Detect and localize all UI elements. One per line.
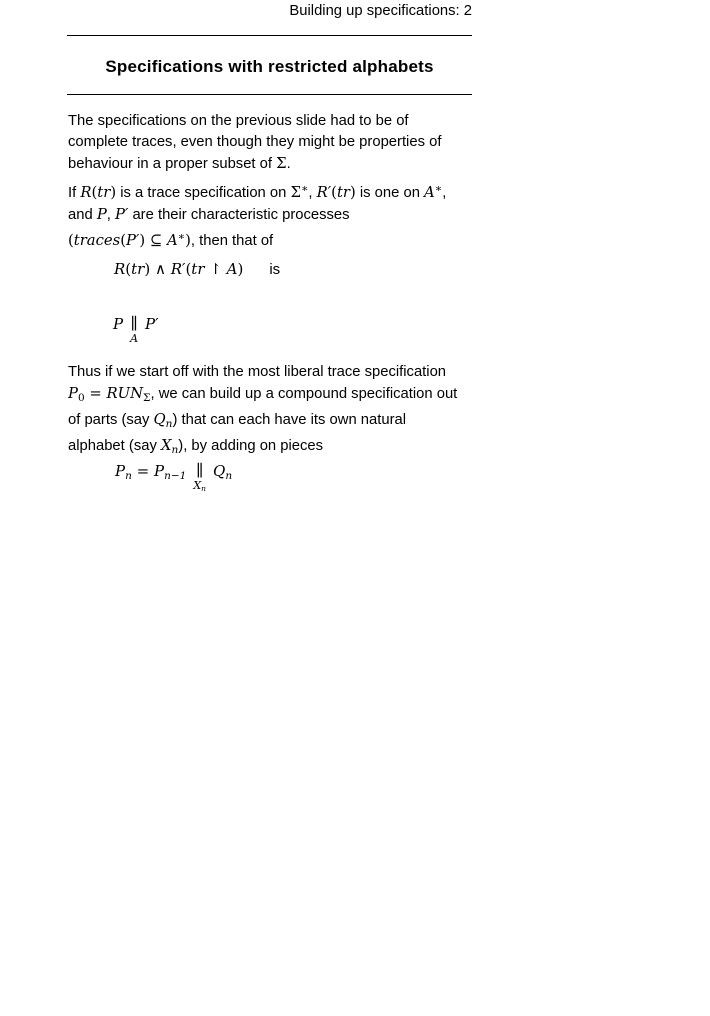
text-segment: R	[80, 184, 92, 201]
text-segment: A	[424, 184, 435, 201]
text-segment: ), by adding on pieces	[178, 438, 324, 454]
text-segment: X	[160, 437, 172, 454]
text-line	[68, 409, 483, 435]
parallel-operator-with-alphabet	[193, 461, 206, 495]
text-segment: X	[193, 479, 202, 492]
text-segment: ∗	[434, 182, 443, 195]
text-segment: =	[131, 462, 154, 480]
math-left-operand	[113, 314, 123, 334]
text-segment: alphabet (say	[68, 438, 161, 454]
math-formula	[114, 260, 243, 278]
text-segment: P	[68, 385, 78, 402]
parallel-icon: ∥	[130, 314, 138, 333]
text-line	[68, 111, 483, 132]
text-segment: ∗	[300, 182, 309, 195]
text-segment: (	[125, 260, 132, 278]
text-segment: P	[153, 462, 165, 480]
text-segment: (	[91, 184, 98, 201]
text-line	[68, 204, 483, 226]
text-segment: R′	[170, 260, 186, 278]
text-segment: (	[331, 184, 337, 201]
text-segment: ) ⊆	[139, 232, 167, 249]
display-math-parallel	[113, 314, 159, 345]
text-segment: P	[96, 206, 107, 223]
text-segment: is one on	[355, 185, 425, 201]
text-segment: RUN	[106, 385, 144, 402]
text-line	[68, 383, 483, 409]
text-segment: P′	[145, 315, 159, 333]
text-segment: tr	[131, 260, 145, 278]
operator-alphabet-label	[130, 333, 138, 345]
text-segment: tr	[97, 184, 111, 201]
text-segment: Thus if we start off with the most liberal trace specification	[68, 364, 447, 380]
text-line	[68, 132, 483, 153]
text-segment: P′	[126, 232, 140, 249]
text-segment: A	[166, 232, 178, 249]
operator-alphabet-label	[193, 480, 206, 495]
parallel-operator-with-alphabet	[130, 314, 138, 345]
text-segment: 0	[77, 392, 85, 404]
text-segment: n	[165, 418, 173, 430]
text-segment: ↾	[209, 260, 227, 278]
text-segment: P′	[115, 206, 129, 223]
text-segment: =	[84, 385, 107, 402]
math-right-operand	[213, 461, 232, 486]
text-segment: Q	[153, 411, 166, 428]
display-math-conjunction	[114, 259, 280, 280]
paragraph-build-up	[68, 362, 483, 461]
paragraph-if-trace-spec	[68, 178, 483, 252]
text-segment: ∧	[154, 260, 171, 278]
math-right-operand	[145, 314, 159, 334]
text-segment: complete traces, even though they might be properties of	[68, 134, 442, 150]
text-segment: .	[286, 156, 291, 172]
math-left-operand	[115, 461, 186, 486]
text-segment: ,	[308, 185, 317, 201]
text-segment: Q	[213, 462, 226, 480]
text-segment: Σ	[290, 184, 301, 201]
text-segment: ∗	[177, 230, 186, 243]
text-segment: , we can build up a compound specification out	[150, 386, 458, 402]
text-segment: P	[113, 315, 124, 333]
text-line	[68, 435, 483, 461]
text-segment: of parts (say	[68, 412, 154, 428]
text-segment: ,	[442, 185, 447, 201]
text-segment: )	[349, 184, 356, 201]
text-segment: Σ	[276, 155, 287, 172]
text-segment: (	[68, 232, 74, 249]
text-line	[68, 362, 483, 383]
text-segment: tr	[336, 184, 350, 201]
display-math-recursion	[115, 461, 232, 495]
text-segment: tr	[191, 260, 210, 278]
text-segment: A	[226, 260, 238, 278]
text-segment: n	[125, 470, 132, 482]
text-segment: P	[115, 462, 126, 480]
text-segment: traces	[73, 232, 121, 249]
text-segment: (	[120, 232, 127, 249]
title-rule-bottom	[67, 94, 472, 95]
text-segment: n−1	[164, 470, 187, 482]
text-segment: ,	[106, 207, 116, 223]
title-rule-top	[67, 35, 472, 36]
text-segment: )	[110, 184, 117, 201]
text-segment: n	[225, 470, 233, 482]
text-segment: )	[237, 260, 244, 278]
text-segment: If	[68, 185, 81, 201]
text-segment: The specifications on the previous slide had to be of	[68, 113, 409, 129]
text-segment: , then that of	[190, 233, 274, 249]
running-head: Building up specifications: 2	[289, 3, 472, 19]
text-segment: R′	[316, 184, 332, 201]
text-line	[68, 226, 483, 252]
paragraph-intro	[68, 111, 483, 175]
text-segment: )	[185, 232, 191, 249]
text-segment: are their characteristic processes	[128, 207, 350, 223]
slide-title: Specifications with restricted alphabets	[105, 57, 434, 76]
text-segment: and	[68, 207, 97, 223]
text-segment: n	[201, 484, 206, 493]
math-tail-word: is	[269, 261, 281, 278]
text-line	[68, 153, 483, 175]
text-segment: is a trace specification on	[116, 185, 291, 201]
text-segment: )	[144, 260, 155, 278]
text-segment: R	[114, 260, 126, 278]
text-segment: behaviour in a proper subset of	[68, 156, 277, 172]
text-segment: Σ	[143, 392, 151, 404]
text-segment: A	[130, 332, 139, 345]
parallel-icon: ∥	[195, 461, 204, 480]
text-segment: (	[185, 260, 192, 278]
text-segment: ) that can each have its own natural	[172, 412, 407, 428]
text-segment: n	[171, 444, 179, 456]
text-line	[68, 178, 483, 204]
